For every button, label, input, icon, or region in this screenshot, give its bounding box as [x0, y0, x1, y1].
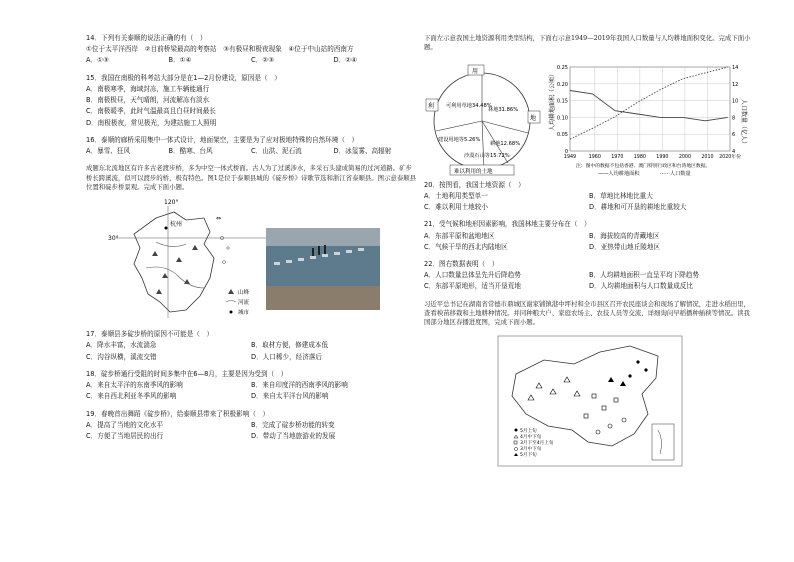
- option-d[interactable]: D．人口稀少，经济落后: [251, 352, 323, 361]
- population-chart: [548, 59, 748, 177]
- question-stem: 21．受气候和地形因素影响，我国林地主要分布在（ ）: [424, 220, 591, 229]
- series-area-line: [570, 90, 728, 120]
- passage-text: 成题东北流地区有许多古老渡步桥，多为中空一体式桥面。古人为了过溪涉水，多采石头建成简易的过河道路。矿步桥长跨溪流，似可以渡步的桥，极有特色。图1是位于泰顺县城的《碇步桥》诗歌节选和浙江省泰顺县。图示意泰顺县位置和碇步桥景观。完成下面小题。: [86, 164, 416, 191]
- lat-label: 30°: [108, 235, 119, 243]
- svg-text:⇔: ⇔: [216, 215, 222, 223]
- svg-text:3月中下旬: 3月中下旬: [520, 446, 542, 452]
- china-sowing-map: [424, 334, 754, 469]
- x-tick-label: 2010: [701, 154, 714, 160]
- svg-text:沙漠石山等15.72%: 沙漠石山等15.72%: [464, 152, 510, 159]
- svg-text:地: 地: [530, 114, 537, 122]
- city-label: 杭州: [170, 221, 183, 229]
- series-population-line: [570, 67, 728, 139]
- option-b[interactable]: B．草地比林地比重大: [589, 191, 653, 200]
- y-tick-label: 0.05: [556, 131, 568, 138]
- question-14: [86, 34, 416, 68]
- question-15: [86, 74, 416, 130]
- option-a[interactable]: A．降水丰富，水流湍急: [86, 341, 157, 350]
- legend-area: ——人均耕地面积: [598, 170, 640, 177]
- y-tick-label: 0: [564, 148, 568, 155]
- option-b[interactable]: B．海拔较高的青藏地区: [589, 231, 660, 240]
- question-stem: 15．我国在南极的科考站大部分是在1—2月份建设，原因是（ ）: [86, 73, 281, 82]
- option-b[interactable]: B．取材方便，修建成本低: [251, 341, 329, 350]
- option-b[interactable]: B．完成了碇步桥功能的转变: [251, 420, 335, 429]
- option-a[interactable]: A．土地利用类型单一: [424, 191, 488, 200]
- question-stem: 14．下列有关泰顺的说法正确的有（ ）: [86, 34, 207, 42]
- option-a[interactable]: A．人口数量总体呈先升后降趋势: [424, 271, 521, 280]
- option-a[interactable]: A．来自太平洋的东南季风的影响: [86, 381, 183, 390]
- svg-text:3月下至4月上旬: 3月下至4月上旬: [520, 440, 554, 446]
- svg-text:5月上旬: 5月上旬: [520, 428, 537, 434]
- option-a[interactable]: A．提高了当地的文化水平: [86, 420, 164, 429]
- option-c[interactable]: C．南极暖季，此时气温最高且白昼时间最长: [86, 107, 216, 116]
- legend-population: ······人口数量: [660, 170, 691, 177]
- question-16: [86, 136, 416, 158]
- left-column: [86, 34, 416, 449]
- bridge-photo: [266, 228, 380, 310]
- svg-text:建设用地等5.26%: 建设用地等5.26%: [438, 136, 481, 143]
- option-d[interactable]: D．②④: [333, 56, 357, 65]
- question-stem: 18．碇步桥通行受阻的时间多集中在6—8月，主要是因为受到（ ）: [86, 369, 288, 378]
- svg-text:城市: 城市: [238, 310, 250, 317]
- option-c[interactable]: C．山洪、泥石流: [251, 147, 302, 156]
- china-map-figure: [424, 334, 754, 469]
- option-c[interactable]: C．方便了当地居民的出行: [86, 432, 164, 441]
- x-tick-label: 1960: [588, 154, 601, 160]
- x-tick-label: 2000: [678, 154, 692, 160]
- option-c[interactable]: C．来自西北利亚冬季风的影响: [86, 392, 177, 401]
- y-right-tick-label: 6: [732, 131, 736, 138]
- y-right-tick-label: 14: [732, 64, 739, 71]
- y-tick-label: 0.20: [556, 81, 568, 88]
- option-b[interactable]: B．来自印度洋的西南季风的影响: [251, 381, 348, 390]
- option-d[interactable]: D．来自太平洋台风的影响: [251, 392, 329, 401]
- question-stem: 17．泰顺县多碇步桥的原因不可能是（ ）: [86, 330, 214, 339]
- option-b[interactable]: B．人均耕地面积一直呈平均下降趋势: [589, 271, 700, 280]
- question-19: [86, 410, 416, 444]
- x-tick-label: 1990: [656, 154, 669, 160]
- svg-text:林地31.86%: 林地31.86%: [488, 106, 519, 113]
- svg-text:难以利用的土地: 难以利用的土地: [454, 168, 493, 175]
- option-c[interactable]: C．②③: [251, 56, 275, 65]
- question-stem: 20．按图看，我国土地资源（ ）: [424, 180, 525, 189]
- map-legend: [226, 288, 250, 316]
- svg-text:5月下旬: 5月下旬: [520, 452, 537, 458]
- option-d[interactable]: D．亚热带山地丘陵地区: [589, 242, 661, 251]
- option-a[interactable]: A．南极寒季，海域封冻，施工车辆能通行: [86, 84, 210, 93]
- option-b[interactable]: B．酷寒、台风: [168, 147, 213, 156]
- passage-2-text: 习近平总书记在湖南省常德市鼎城区谢家铺镇港中坪村和全市县区召开农民座谈会和现场了解情况，走进水稻田里，查看秧苗移栽和土地耕种情况。并同种粮大户、家庭农场主、农技人员等交流，详细询问早稻播种插秧等情况。读我国部分地区春播进度图，完成下面小题。: [424, 299, 750, 327]
- y-tick-label: 0.10: [556, 114, 568, 121]
- x-tick-label: 1970: [611, 154, 624, 160]
- y-axis-label: 人均耕地面积（公顷）: [549, 70, 556, 131]
- option-d[interactable]: D．冰玺雾、高辐射: [333, 147, 392, 156]
- option-b[interactable]: B．南极极昼，天气晴朗，河流解冻有淡水: [86, 96, 210, 105]
- svg-text:用: 用: [472, 67, 479, 75]
- question-stem: 16．泰顺的廊桥采用集中一体式设计，地面架空，主要是为了应对极地特殊的自然环境（ ）: [86, 135, 359, 144]
- option-c[interactable]: C．难以利用土地较小: [424, 203, 488, 212]
- option-d[interactable]: D．耕地和可开垦的耕地比重较大: [589, 203, 687, 212]
- svg-text:利: 利: [428, 102, 435, 110]
- x-tick-label: 1980: [633, 154, 646, 160]
- intro-text: 下面左示意我国土地资源利用类型结构，下面右示意1949—2019年我国人口数量与人均耕地面积变化。完成下面小题。: [424, 34, 751, 52]
- svg-text:4月中下旬: 4月中下旬: [520, 434, 542, 440]
- right-column: [424, 34, 754, 469]
- question-17: [86, 330, 416, 364]
- option-a[interactable]: A．东部平原和盆地地区: [424, 231, 495, 240]
- zhejiang-map: [86, 198, 416, 326]
- y-tick-label: 0.15: [556, 98, 568, 105]
- option-a[interactable]: A．①③: [86, 56, 109, 65]
- y-right-tick-label: 8: [732, 114, 736, 121]
- svg-text:可利用草地34.48%: 可利用草地34.48%: [446, 102, 492, 109]
- option-d[interactable]: D．带动了当地旅游业的发展: [251, 432, 336, 441]
- svg-text:山峰: 山峰: [238, 290, 250, 297]
- y-right-tick-label: 10: [732, 98, 739, 105]
- lon-label: 120°: [164, 199, 179, 207]
- x-tick-label: 1949: [563, 154, 577, 160]
- option-d[interactable]: D．人均耕地面积与人口数量成反比: [589, 282, 693, 291]
- y-right-tick-label: 4: [732, 148, 736, 155]
- land-use-pie: [424, 59, 544, 177]
- question-22: [424, 260, 754, 294]
- question-stem: 19．春晚首出舞蹈《碇步桥》，给泰顺县带来了积极影响（ ）: [86, 409, 270, 418]
- option-b[interactable]: B．①④: [168, 56, 192, 65]
- svg-text:耕地12.68%: 耕地12.68%: [490, 140, 521, 147]
- plot-frame: [570, 67, 730, 151]
- y-axis-right-label: 人口数量（亿人）: [740, 98, 747, 147]
- figure-map-and-photo: [86, 198, 416, 326]
- y-right-tick-label: 12: [732, 81, 739, 88]
- svg-text:河流: 河流: [238, 300, 250, 307]
- option-a[interactable]: A．暴雪、狂风: [86, 147, 131, 156]
- question-stem: 22．图右数据表明（ ）: [424, 259, 499, 268]
- question-21: [424, 220, 754, 254]
- question-20: [424, 181, 754, 215]
- y-tick-label: 0.25: [556, 64, 568, 71]
- chart-note: 注：图中的数据不包括香港、澳门特别行政区和台湾地区数据。: [576, 163, 711, 169]
- option-d[interactable]: D．南极极夜，常见极光，为建站施工人照明: [86, 118, 217, 127]
- question-statements: ①位于太平洋西岸 ②目前桥梁最高的考察站 ③有极昼和极夜现象 ④位于中山站的西南方: [86, 45, 354, 54]
- question-18: [86, 370, 416, 404]
- option-c[interactable]: C．东部平原地形，适当开垦荒地: [424, 282, 521, 291]
- option-c[interactable]: C．沟谷纵横，溪流交错: [86, 352, 157, 361]
- x-tick-label: 2020年份: [719, 154, 741, 160]
- option-c[interactable]: C．气候干旱的西北内陆地区: [424, 242, 508, 251]
- land-use-figure: [424, 59, 754, 177]
